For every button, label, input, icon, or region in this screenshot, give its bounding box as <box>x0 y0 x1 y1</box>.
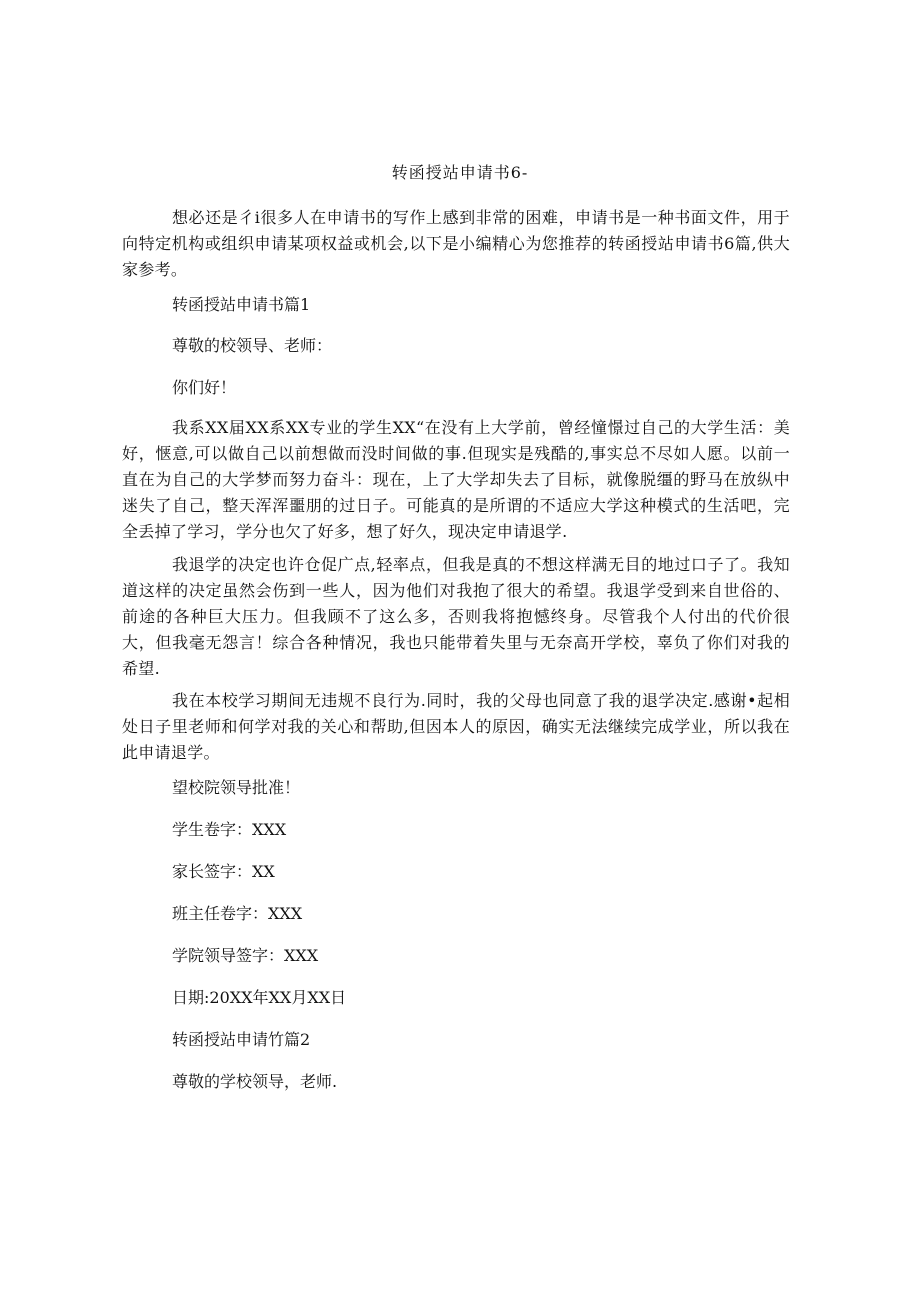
section2-heading: 转函授站申请竹篇2 <box>172 1030 311 1049</box>
signature-parent: 家长签字：XX <box>172 862 275 881</box>
body-paragraph: 我系XX届XX系XX专业的学生XX“在没有上大学前，曾经憧憬过自己的大学生活：美好，惬意,可以做自己以前想做而没时间做的事.但现实是残酷的,事实总不尽如人愿。以前一直在为自己的大学梦而努力奋斗：现在，上了大学却失去了目标，就像脱缰的野马在放纵中迷失了自己，整天浑浑噩朋的过日子。可能真的是所谓的不适应大学这种模式的生活吧，完全丢掉了学习，学分也欠了好多，想了好久，现决定申请退学. <box>122 418 790 541</box>
intro-block <box>122 205 790 283</box>
salutation: 尊敬的校领导、老师： <box>172 336 333 355</box>
signature-college-leader: 学院领导签字：XXX <box>172 946 319 965</box>
section1-heading: 转函授站申请书篇1 <box>172 295 311 314</box>
signature-class-teacher: 班主任卷字：XXX <box>172 904 303 923</box>
paragraph-1-block <box>122 415 790 545</box>
signature-student: 学生卷字：XXX <box>172 820 287 839</box>
body-paragraph: 我退学的决定也许仓促广点,轻率点，但我是真的不想这样满无目的地过口子了。我知道这样的决定虽然会伤到一些人，因为他们对我抱了很大的希望。我退学受到来自世俗的、前途的各种巨大压力。但我顾不了这么多，否则我将抱憾终身。尽管我个人付出的代价很大，但我毫无怨言！综合各种情况，我也只能带着失里与无奈高开学校，辜负了你们对我的希望. <box>122 555 790 678</box>
closing-line: 望校院领导批准！ <box>172 778 301 797</box>
body-paragraph: 我在本校学习期间无违规不良行为.同时，我的父母也同意了我的退学决定.感谢•起相处日子里老师和何学对我的关心和帮助,但因本人的原因，确实无法继续完成学业，所以我在此申请退学。 <box>122 691 790 762</box>
paragraph-2-block <box>122 552 790 682</box>
section2-salutation: 尊敬的学校领导，老师. <box>172 1072 338 1091</box>
document-title: 转函授站申请书6- <box>391 163 529 182</box>
signature-date: 日期:20XX年XX月XX日 <box>172 988 347 1007</box>
intro-paragraph: 想必还是彳i很多人在申请书的写作上感到非常的困难，申请书是一种书面文件，用于向特定机构或组织申请某项权益或机会,以下是小编精心为您推荐的转函授站申请书6篇,供大家参考。 <box>122 208 790 279</box>
paragraph-3-block <box>122 688 790 766</box>
greeting: 你们好！ <box>172 378 237 397</box>
